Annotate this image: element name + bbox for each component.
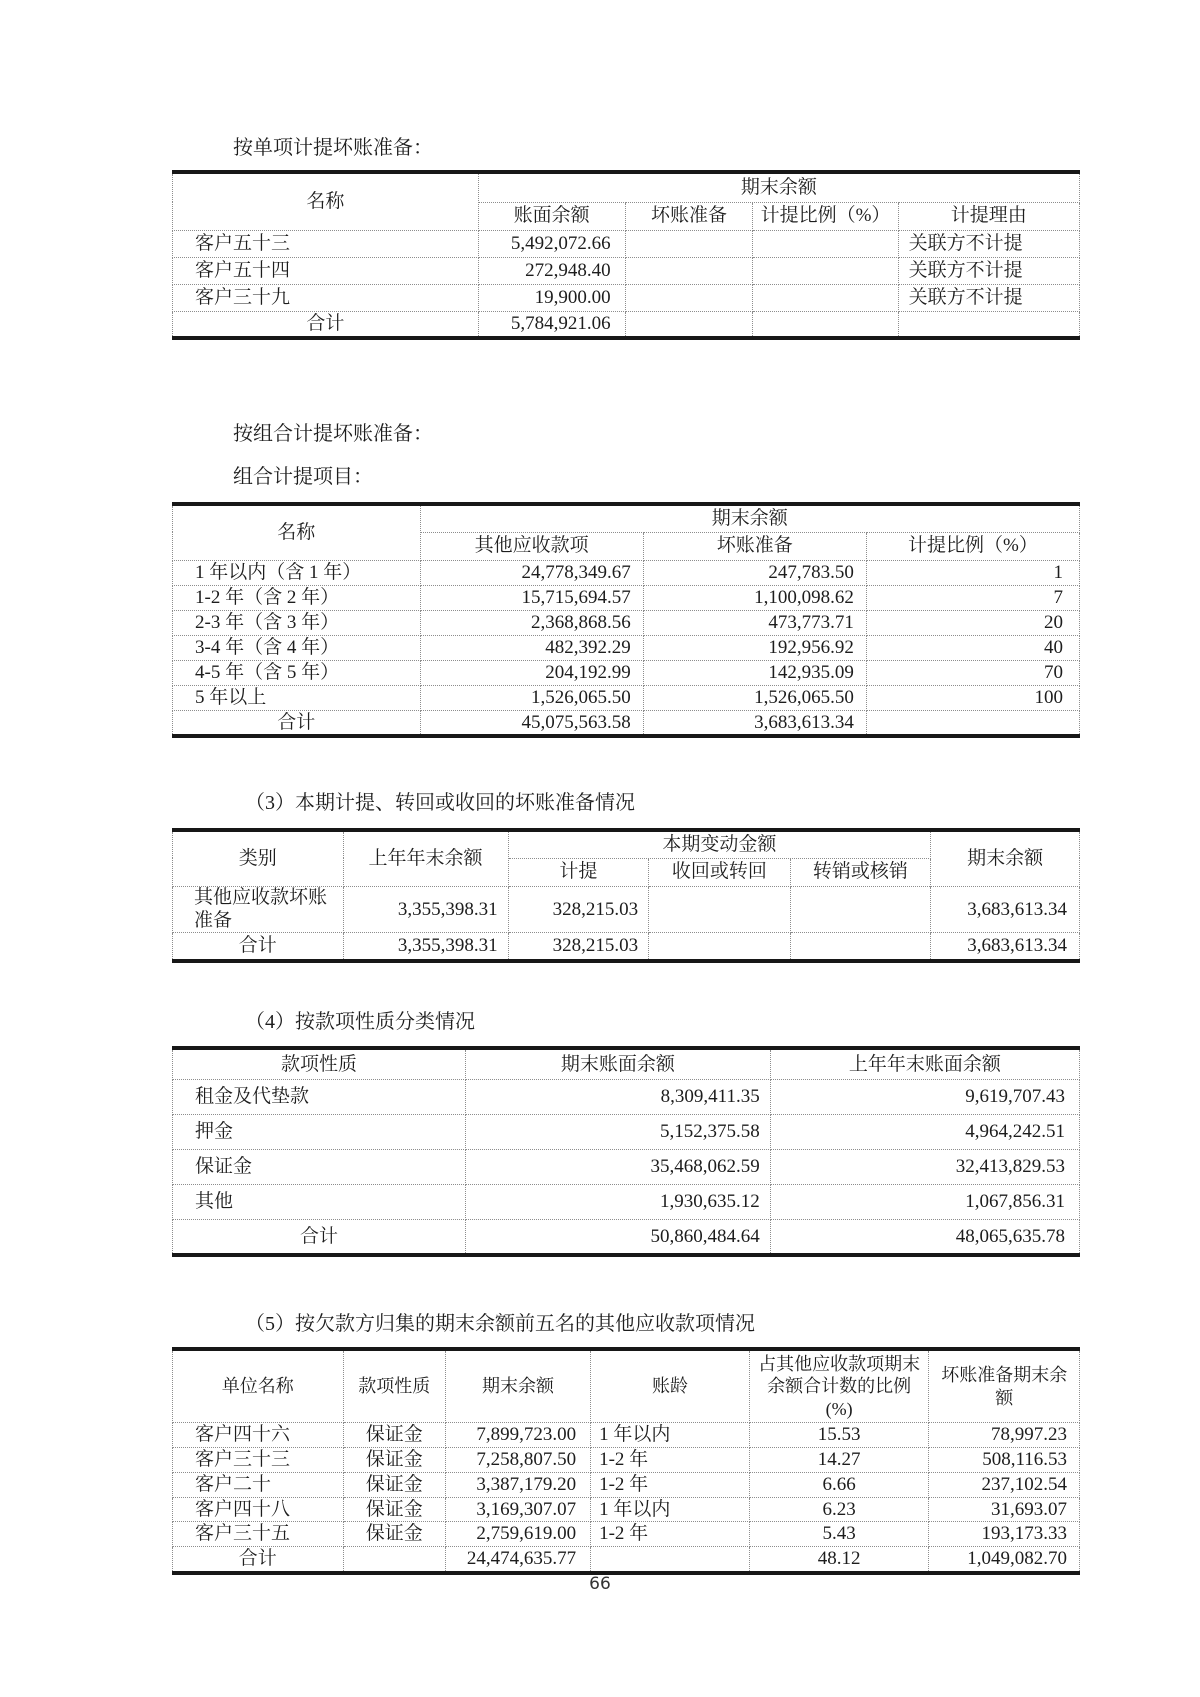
table-row xyxy=(173,1423,1080,1448)
table-row xyxy=(173,230,1080,257)
table-header-row xyxy=(173,504,1080,532)
aging-band-cell: 4-5 年（含 5 年） xyxy=(173,660,421,685)
ratio-cell xyxy=(753,230,898,257)
ratio-cell: 70 xyxy=(866,660,1079,685)
header-category: 类别 xyxy=(173,830,344,886)
header-ending-balance-group: 期末余额 xyxy=(420,504,1079,532)
total-prior-year-balance-cell: 48,065,635.78 xyxy=(770,1220,1079,1255)
header-percentage-of-total: 占其他应收款项期末余额合计数的比例(%) xyxy=(749,1349,929,1423)
section-subtitle-portfolio-items: 组合计提项目： xyxy=(233,466,373,488)
prior-year-balance-cell: 9,619,707.43 xyxy=(770,1080,1079,1115)
bad-debt-cell: 508,116.53 xyxy=(929,1448,1080,1473)
header-ending-balance: 期末余额 xyxy=(931,830,1080,886)
reason-cell: 关联方不计提 xyxy=(898,230,1079,257)
page-content xyxy=(172,0,1080,1575)
reason-cell: 关联方不计提 xyxy=(898,284,1079,311)
bad-debt-cell: 1,100,098.62 xyxy=(643,585,866,610)
section-title-nature-classification: （4）按款项性质分类情况 xyxy=(245,1010,475,1033)
total-other-receivables-cell: 45,075,563.58 xyxy=(420,710,643,736)
bad-debt-cell: 237,102.54 xyxy=(929,1472,1080,1497)
table-row xyxy=(173,1522,1080,1547)
bad-debt-cell: 473,773.71 xyxy=(643,610,866,635)
percentage-cell: 6.66 xyxy=(749,1472,929,1497)
total-label-cell: 合计 xyxy=(173,1547,344,1573)
nature-classification-table xyxy=(172,1046,1080,1257)
nature-cell: 保证金 xyxy=(343,1448,445,1473)
other-receivables-cell: 24,778,349.67 xyxy=(420,560,643,585)
table-row xyxy=(173,660,1080,685)
ending-balance-cell: 7,258,807.50 xyxy=(446,1448,591,1473)
prior-year-balance-cell: 32,413,829.53 xyxy=(770,1150,1079,1185)
total-ending-balance-cell: 50,860,484.64 xyxy=(465,1220,770,1255)
percentage-cell: 14.27 xyxy=(749,1448,929,1473)
table-total-row xyxy=(173,933,1080,961)
table-row xyxy=(173,1115,1080,1150)
total-bad-debt-cell: 3,683,613.34 xyxy=(643,710,866,736)
entity-name-cell: 客户四十六 xyxy=(173,1423,344,1448)
ratio-cell: 1 xyxy=(866,560,1079,585)
bad-debt-cell: 78,997.23 xyxy=(929,1423,1080,1448)
bad-debt-cell: 192,956.92 xyxy=(643,635,866,660)
table-header-row xyxy=(173,172,1080,202)
header-provision-made: 计提 xyxy=(508,858,649,886)
ending-balance-cell: 3,169,307.07 xyxy=(446,1497,591,1522)
individual-provision-table xyxy=(172,170,1080,340)
ending-balance-cell: 5,152,375.58 xyxy=(465,1115,770,1150)
nature-cell: 保证金 xyxy=(343,1522,445,1547)
bad-debt-cell xyxy=(625,284,753,311)
ratio-cell xyxy=(753,311,898,338)
ending-balance-cell: 2,759,619.00 xyxy=(446,1522,591,1547)
ratio-cell: 100 xyxy=(866,685,1079,710)
ending-balance-cell: 3,683,613.34 xyxy=(931,886,1080,933)
header-book-balance: 账面余额 xyxy=(478,202,625,230)
table-total-row xyxy=(173,710,1080,736)
total-book-balance-cell: 5,784,921.06 xyxy=(478,311,625,338)
table-row xyxy=(173,284,1080,311)
reason-cell: 关联方不计提 xyxy=(898,257,1079,284)
header-bad-debt-provision: 坏账准备 xyxy=(625,202,753,230)
prior-year-balance-cell: 4,964,242.51 xyxy=(770,1115,1079,1150)
page-number: 66 xyxy=(589,1574,611,1594)
header-provision-ratio: 计提比例（%） xyxy=(866,532,1079,560)
aging-cell xyxy=(591,1547,750,1573)
book-balance-cell: 5,492,072.66 xyxy=(478,230,625,257)
ratio-cell xyxy=(866,710,1079,736)
header-name: 名称 xyxy=(173,172,479,230)
total-ending-balance-cell: 24,474,635.77 xyxy=(446,1547,591,1573)
entity-name-cell: 客户四十八 xyxy=(173,1497,344,1522)
prior-year-end-cell: 3,355,398.31 xyxy=(343,886,508,933)
aging-cell: 1-2 年 xyxy=(591,1472,750,1497)
table-row xyxy=(173,1080,1080,1115)
other-receivables-cell: 482,392.29 xyxy=(420,635,643,660)
table-header-row xyxy=(173,1048,1080,1080)
prior-year-balance-cell: 1,067,856.31 xyxy=(770,1185,1079,1220)
bad-debt-cell xyxy=(625,311,753,338)
total-ending-balance-cell: 3,683,613.34 xyxy=(931,933,1080,961)
header-name: 名称 xyxy=(173,504,421,560)
percentage-cell: 5.43 xyxy=(749,1522,929,1547)
aging-band-cell: 5 年以上 xyxy=(173,685,421,710)
total-label-cell: 合计 xyxy=(173,1220,466,1255)
nature-cell: 保证金 xyxy=(173,1150,466,1185)
bad-debt-cell: 31,693.07 xyxy=(929,1497,1080,1522)
table-total-row xyxy=(173,1547,1080,1573)
ratio-cell xyxy=(753,257,898,284)
header-ending-book-balance: 期末账面余额 xyxy=(465,1048,770,1080)
written-off-cell xyxy=(790,886,931,933)
category-cell: 其他应收款坏账准备 xyxy=(173,886,344,933)
bad-debt-cell: 193,173.33 xyxy=(929,1522,1080,1547)
total-label-cell: 合计 xyxy=(173,311,479,338)
nature-cell: 租金及代垫款 xyxy=(173,1080,466,1115)
bad-debt-cell xyxy=(625,257,753,284)
aging-cell: 1 年以内 xyxy=(591,1497,750,1522)
total-prior-year-end-cell: 3,355,398.31 xyxy=(343,933,508,961)
header-bad-debt-ending-balance: 坏账准备期末余额 xyxy=(929,1349,1080,1423)
table-row xyxy=(173,560,1080,585)
written-off-cell xyxy=(790,933,931,961)
aging-cell: 1-2 年 xyxy=(591,1522,750,1547)
table-row xyxy=(173,886,1080,933)
header-recovered-or-reversed: 收回或转回 xyxy=(649,858,790,886)
section-title-provision-movement: （3）本期计提、转回或收回的坏账准备情况 xyxy=(245,792,635,815)
nature-cell: 保证金 xyxy=(343,1423,445,1448)
table-row xyxy=(173,585,1080,610)
header-nature: 款项性质 xyxy=(343,1349,445,1423)
entity-name-cell: 客户三十五 xyxy=(173,1522,344,1547)
other-receivables-cell: 2,368,868.56 xyxy=(420,610,643,635)
nature-cell: 保证金 xyxy=(343,1497,445,1522)
table-row xyxy=(173,1185,1080,1220)
table-total-row xyxy=(173,311,1080,338)
portfolio-aging-table xyxy=(172,502,1080,738)
nature-cell xyxy=(343,1547,445,1573)
aging-band-cell: 3-4 年（含 4 年） xyxy=(173,635,421,660)
header-provision-ratio: 计提比例（%） xyxy=(753,202,898,230)
table-header-row xyxy=(173,830,1080,858)
header-entity-name: 单位名称 xyxy=(173,1349,344,1423)
recovered-cell xyxy=(649,886,790,933)
header-provision-reason: 计提理由 xyxy=(898,202,1079,230)
percentage-cell: 6.23 xyxy=(749,1497,929,1522)
other-receivables-cell: 204,192.99 xyxy=(420,660,643,685)
nature-cell: 押金 xyxy=(173,1115,466,1150)
customer-name-cell: 客户五十四 xyxy=(173,257,479,284)
top-five-debtors-table xyxy=(172,1347,1080,1575)
header-written-off: 转销或核销 xyxy=(790,858,931,886)
customer-name-cell: 客户五十三 xyxy=(173,230,479,257)
section-title-portfolio-provision: 按组合计提坏账准备： xyxy=(233,423,433,445)
table-row xyxy=(173,1497,1080,1522)
ending-balance-cell: 8,309,411.35 xyxy=(465,1080,770,1115)
customer-name-cell: 客户三十九 xyxy=(173,284,479,311)
ratio-cell: 40 xyxy=(866,635,1079,660)
ratio-cell: 20 xyxy=(866,610,1079,635)
book-balance-cell: 272,948.40 xyxy=(478,257,625,284)
entity-name-cell: 客户三十三 xyxy=(173,1448,344,1473)
total-provision-made-cell: 328,215.03 xyxy=(508,933,649,961)
ending-balance-cell: 7,899,723.00 xyxy=(446,1423,591,1448)
bad-debt-cell xyxy=(625,230,753,257)
ratio-cell: 7 xyxy=(866,585,1079,610)
reason-cell xyxy=(898,311,1079,338)
provision-movement-table xyxy=(172,828,1080,963)
total-percentage-cell: 48.12 xyxy=(749,1547,929,1573)
bad-debt-cell: 247,783.50 xyxy=(643,560,866,585)
other-receivables-cell: 1,526,065.50 xyxy=(420,685,643,710)
header-nature: 款项性质 xyxy=(173,1048,466,1080)
header-ending-balance: 期末余额 xyxy=(446,1349,591,1423)
table-row xyxy=(173,1448,1080,1473)
aging-cell: 1 年以内 xyxy=(591,1423,750,1448)
table-row xyxy=(173,610,1080,635)
table-row xyxy=(173,1150,1080,1185)
book-balance-cell: 19,900.00 xyxy=(478,284,625,311)
total-label-cell: 合计 xyxy=(173,710,421,736)
provision-made-cell: 328,215.03 xyxy=(508,886,649,933)
table-total-row xyxy=(173,1220,1080,1255)
recovered-cell xyxy=(649,933,790,961)
ending-balance-cell: 35,468,062.59 xyxy=(465,1150,770,1185)
section-title-top-five-debtors: （5）按欠款方归集的期末余额前五名的其他应收款项情况 xyxy=(245,1312,755,1335)
header-aging: 账龄 xyxy=(591,1349,750,1423)
header-bad-debt-provision: 坏账准备 xyxy=(643,532,866,560)
aging-cell: 1-2 年 xyxy=(591,1448,750,1473)
total-label-cell: 合计 xyxy=(173,933,344,961)
entity-name-cell: 客户二十 xyxy=(173,1472,344,1497)
header-ending-balance-group: 期末余额 xyxy=(478,172,1079,202)
total-bad-debt-cell: 1,049,082.70 xyxy=(929,1547,1080,1573)
table-row xyxy=(173,1472,1080,1497)
nature-cell: 保证金 xyxy=(343,1472,445,1497)
ending-balance-cell: 3,387,179.20 xyxy=(446,1472,591,1497)
other-receivables-cell: 15,715,694.57 xyxy=(420,585,643,610)
section-title-individual-provision: 按单项计提坏账准备： xyxy=(233,137,433,159)
aging-band-cell: 1-2 年（含 2 年） xyxy=(173,585,421,610)
ending-balance-cell: 1,930,635.12 xyxy=(465,1185,770,1220)
header-current-period-change-group: 本期变动金额 xyxy=(508,830,931,858)
bad-debt-cell: 1,526,065.50 xyxy=(643,685,866,710)
table-row xyxy=(173,257,1080,284)
percentage-cell: 15.53 xyxy=(749,1423,929,1448)
table-row xyxy=(173,635,1080,660)
nature-cell: 其他 xyxy=(173,1185,466,1220)
aging-band-cell: 1 年以内（含 1 年） xyxy=(173,560,421,585)
header-other-receivables: 其他应收款项 xyxy=(420,532,643,560)
header-prior-year-end-balance: 上年年末余额 xyxy=(343,830,508,886)
table-header-row xyxy=(173,1349,1080,1423)
header-prior-year-end-book-balance: 上年年末账面余额 xyxy=(770,1048,1079,1080)
aging-band-cell: 2-3 年（含 3 年） xyxy=(173,610,421,635)
ratio-cell xyxy=(753,284,898,311)
table-row xyxy=(173,685,1080,710)
bad-debt-cell: 142,935.09 xyxy=(643,660,866,685)
